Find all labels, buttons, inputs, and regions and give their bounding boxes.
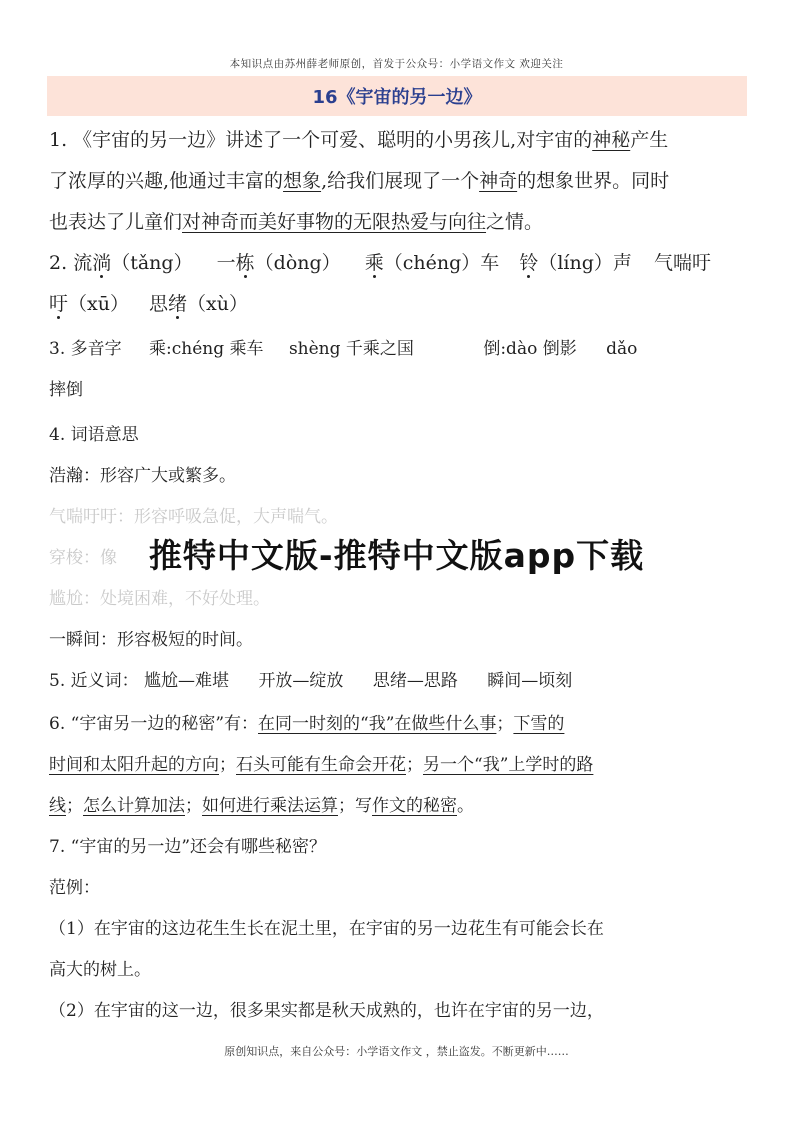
example-1-line-2: 高大的树上。 bbox=[49, 960, 151, 980]
polyphone-reading: dǎo bbox=[606, 339, 638, 359]
underlined-phrase: 线 bbox=[49, 796, 66, 816]
item-6-line-1: 6. “宇宙另一边的秘密”有：在同一时刻的“我”在做些什么事；下雪的 bbox=[49, 714, 565, 734]
pinyin-entry: 思绪（xù） bbox=[149, 293, 248, 315]
item-1-text: 的想象世界。同时 bbox=[517, 170, 670, 192]
synonym-pair: 思绪—思路 bbox=[372, 671, 458, 691]
footer-note: 原创知识点，来自公众号：小学语文作文 ，禁止盗发。不断更新中…… bbox=[224, 1045, 569, 1058]
underlined-phrase: 作文的秘密 bbox=[372, 796, 457, 816]
synonym-pair: 瞬间—顷刻 bbox=[487, 671, 573, 691]
item-1-text: 也表达了儿童们 bbox=[49, 211, 183, 233]
item-1-text: ,给我们展现了一个 bbox=[321, 170, 480, 192]
underlined-phrase: 另一个“我”上学时的路 bbox=[423, 755, 594, 775]
pinyin-entry: 气喘吁 bbox=[653, 252, 711, 274]
source-note: 本知识点由苏州薛老师原创，首发于公众号：小学语文作文 欢迎关注 bbox=[229, 58, 564, 70]
item-3-label: 多音字 bbox=[70, 339, 122, 359]
watermark-overlay-text: 推特中文版-推特中文版app下载 bbox=[148, 536, 645, 575]
item-number: 2. bbox=[49, 252, 68, 274]
item-1-line-2 bbox=[49, 161, 749, 202]
underlined-phrase: 下雪的 bbox=[513, 714, 565, 734]
definition-line: 气喘吁吁：形容呼吸急促，大声喘气。 bbox=[49, 507, 338, 527]
definition-line: 一瞬间：形容极短的时间。 bbox=[49, 630, 253, 650]
underlined-phrase: 石头可能有生命会开花 bbox=[236, 755, 406, 775]
pinyin-entry: 铃（líng）声 bbox=[519, 252, 632, 274]
item-5-line bbox=[49, 661, 749, 702]
definition-line: 尴尬：处境困难，不好处理。 bbox=[49, 589, 270, 609]
item-3-line-2 bbox=[49, 370, 749, 411]
item-1-line-1 bbox=[49, 120, 749, 161]
example-label: 范例： bbox=[49, 878, 100, 898]
item-1-line-3 bbox=[49, 202, 749, 243]
item-1-text: 1. 《宇宙的另一边》讲述了一个可爱、聪明的小男孩儿,对宇宙的 bbox=[49, 129, 593, 151]
item-1-text: 产生 bbox=[630, 129, 669, 151]
item-2-line-2 bbox=[49, 284, 749, 325]
polyphone-reading: 倒:dào 倒影 bbox=[483, 339, 577, 359]
item-2-line-1 bbox=[49, 243, 749, 284]
definition-line: 穿梭：像 bbox=[49, 548, 117, 568]
polyphone-reading: shèng 千乘之国 bbox=[288, 339, 414, 359]
pinyin-entry: 流淌（tǎng） bbox=[73, 252, 193, 274]
item-1-text: 了浓厚的兴趣,他通过丰富的 bbox=[49, 170, 284, 192]
underlined-phrase: 在同一时刻的“我”在做些什么事 bbox=[258, 714, 497, 734]
pinyin-entry: 一栋（dòng） bbox=[216, 252, 341, 274]
underlined-phrase: 如何进行乘法运算 bbox=[202, 796, 338, 816]
pinyin-entry: 乘（chéng）车 bbox=[364, 252, 500, 274]
pinyin-entry: 吁（xū） bbox=[49, 293, 129, 315]
item-6-line-2: 时间和太阳升起的方向；石头可能有生命会开花；另一个“我”上学时的路 bbox=[49, 755, 594, 775]
title-banner bbox=[47, 76, 747, 116]
underlined-phrase: 时间和太阳升起的方向 bbox=[49, 755, 219, 775]
polyphone-reading: 摔倒 bbox=[49, 380, 83, 400]
definition-line: 浩瀚：形容广大或繁多。 bbox=[49, 466, 236, 486]
underlined-word: 神秘 bbox=[592, 129, 631, 151]
item-4-heading: 4. 词语意思 bbox=[49, 425, 139, 445]
underlined-word: 神奇 bbox=[479, 170, 518, 192]
item-number: 3. bbox=[49, 339, 66, 359]
item-5-label: 5. 近义词： bbox=[49, 671, 139, 691]
underlined-phrase: 对神奇而美好事物的无限热爱与向往 bbox=[182, 211, 487, 233]
synonym-pair: 尴尬—难堪 bbox=[144, 671, 230, 691]
lesson-title: 16《宇宙的另一边》 bbox=[312, 87, 482, 108]
example-2-line-1: （2）在宇宙的这一边，很多果实都是秋天成熟的，也许在宇宙的另一边， bbox=[49, 1001, 604, 1021]
underlined-word: 想象 bbox=[283, 170, 322, 192]
item-7-heading: 7. “宇宙的另一边”还会有哪些秘密？ bbox=[49, 837, 327, 857]
underlined-phrase: 怎么计算加法 bbox=[83, 796, 185, 816]
polyphone-reading: 乘:chéng 乘车 bbox=[149, 339, 264, 359]
synonym-pair: 开放—绽放 bbox=[258, 671, 344, 691]
example-1-line-1: （1）在宇宙的这边花生生长在泥土里，在宇宙的另一边花生有可能会长在 bbox=[49, 919, 604, 939]
item-3-line-1 bbox=[49, 329, 749, 370]
item-1-text: 之情。 bbox=[486, 211, 544, 233]
item-6-line-3: 线；怎么计算加法；如何进行乘法运算；写作文的秘密。 bbox=[49, 796, 474, 816]
